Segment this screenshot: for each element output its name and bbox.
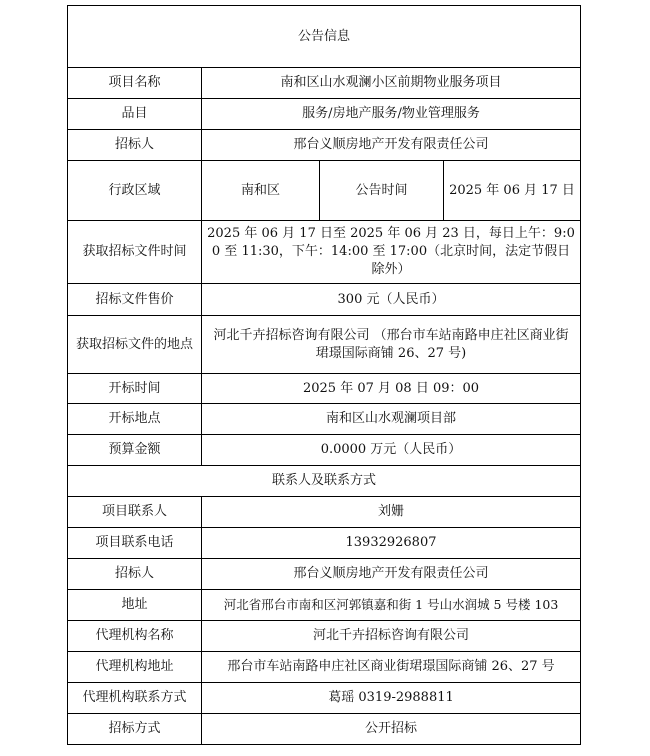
open-time-label: 开标时间 <box>68 374 202 404</box>
table-row <box>68 435 581 466</box>
table-row <box>68 621 581 652</box>
region-value: 南和区 <box>202 161 320 221</box>
tenderer-value: 邢台义顺房地产开发有限责任公司 <box>202 130 581 161</box>
region-label: 行政区域 <box>68 161 202 221</box>
table-row <box>68 99 581 130</box>
contact-tenderer-value: 邢台义顺房地产开发有限责任公司 <box>202 559 581 590</box>
doc-time-label: 获取招标文件时间 <box>68 221 202 284</box>
table-row <box>68 68 581 99</box>
agency-name-label: 代理机构名称 <box>68 621 202 652</box>
table-row <box>68 130 581 161</box>
agency-contact-label: 代理机构联系方式 <box>68 683 202 714</box>
section-row <box>68 466 581 497</box>
project-contact-value: 刘姗 <box>202 497 581 528</box>
open-place-value: 南和区山水观澜项目部 <box>202 404 581 435</box>
address-value: 河北省邢台市南和区河郭镇嘉和街 1 号山水润城 5 号楼 103 <box>202 590 581 621</box>
table-row <box>68 497 581 528</box>
table-row <box>68 404 581 435</box>
doc-time-value: 2025 年 06 月 17 日至 2025 年 06 月 23 日，每日上午：9:00 至 11:30，下午：14:00 至 17:00（北京时间，法定节假日除外） <box>202 221 581 284</box>
announce-date-label: 公告时间 <box>320 161 444 221</box>
table-row <box>68 559 581 590</box>
category-value: 服务/房地产服务/物业管理服务 <box>202 99 581 130</box>
project-name-value: 南和区山水观澜小区前期物业服务项目 <box>202 68 581 99</box>
project-phone-value: 13932926807 <box>202 528 581 559</box>
doc-place-label: 获取招标文件的地点 <box>68 316 202 374</box>
budget-label: 预算金额 <box>68 435 202 466</box>
project-contact-label: 项目联系人 <box>68 497 202 528</box>
contact-tenderer-label: 招标人 <box>68 559 202 590</box>
notice-title: 公告信息 <box>68 6 581 68</box>
budget-value: 0.0000 万元（人民币） <box>202 435 581 466</box>
method-value: 公开招标 <box>202 714 581 745</box>
open-place-label: 开标地点 <box>68 404 202 435</box>
table-row <box>68 590 581 621</box>
table-row <box>68 714 581 745</box>
announce-date-value: 2025 年 06 月 17 日 <box>444 161 581 221</box>
agency-name-value: 河北千卉招标咨询有限公司 <box>202 621 581 652</box>
project-name-label: 项目名称 <box>68 68 202 99</box>
table-row <box>68 161 581 221</box>
table-row <box>68 652 581 683</box>
table-row <box>68 528 581 559</box>
address-label: 地址 <box>68 590 202 621</box>
doc-price-value: 300 元（人民币） <box>202 284 581 316</box>
table-row <box>68 374 581 404</box>
method-label: 招标方式 <box>68 714 202 745</box>
doc-place-value: 河北千卉招标咨询有限公司 （邢台市车站南路申庄社区商业街珺璟国际商铺 26、27 号) <box>202 316 581 374</box>
table-row <box>68 316 581 374</box>
title-row <box>68 6 581 68</box>
table-row <box>68 221 581 284</box>
agency-contact-value: 葛瑶 0319-2988811 <box>202 683 581 714</box>
agency-address-label: 代理机构地址 <box>68 652 202 683</box>
category-label: 品目 <box>68 99 202 130</box>
table-row <box>68 284 581 316</box>
doc-price-label: 招标文件售价 <box>68 284 202 316</box>
table-row <box>68 683 581 714</box>
notice-table <box>67 5 581 745</box>
project-phone-label: 项目联系电话 <box>68 528 202 559</box>
open-time-value: 2025 年 07 月 08 日 09：00 <box>202 374 581 404</box>
contact-section-heading: 联系人及联系方式 <box>68 466 581 497</box>
tenderer-label: 招标人 <box>68 130 202 161</box>
agency-address-value: 邢台市车站南路申庄社区商业街珺璟国际商铺 26、27 号 <box>202 652 581 683</box>
